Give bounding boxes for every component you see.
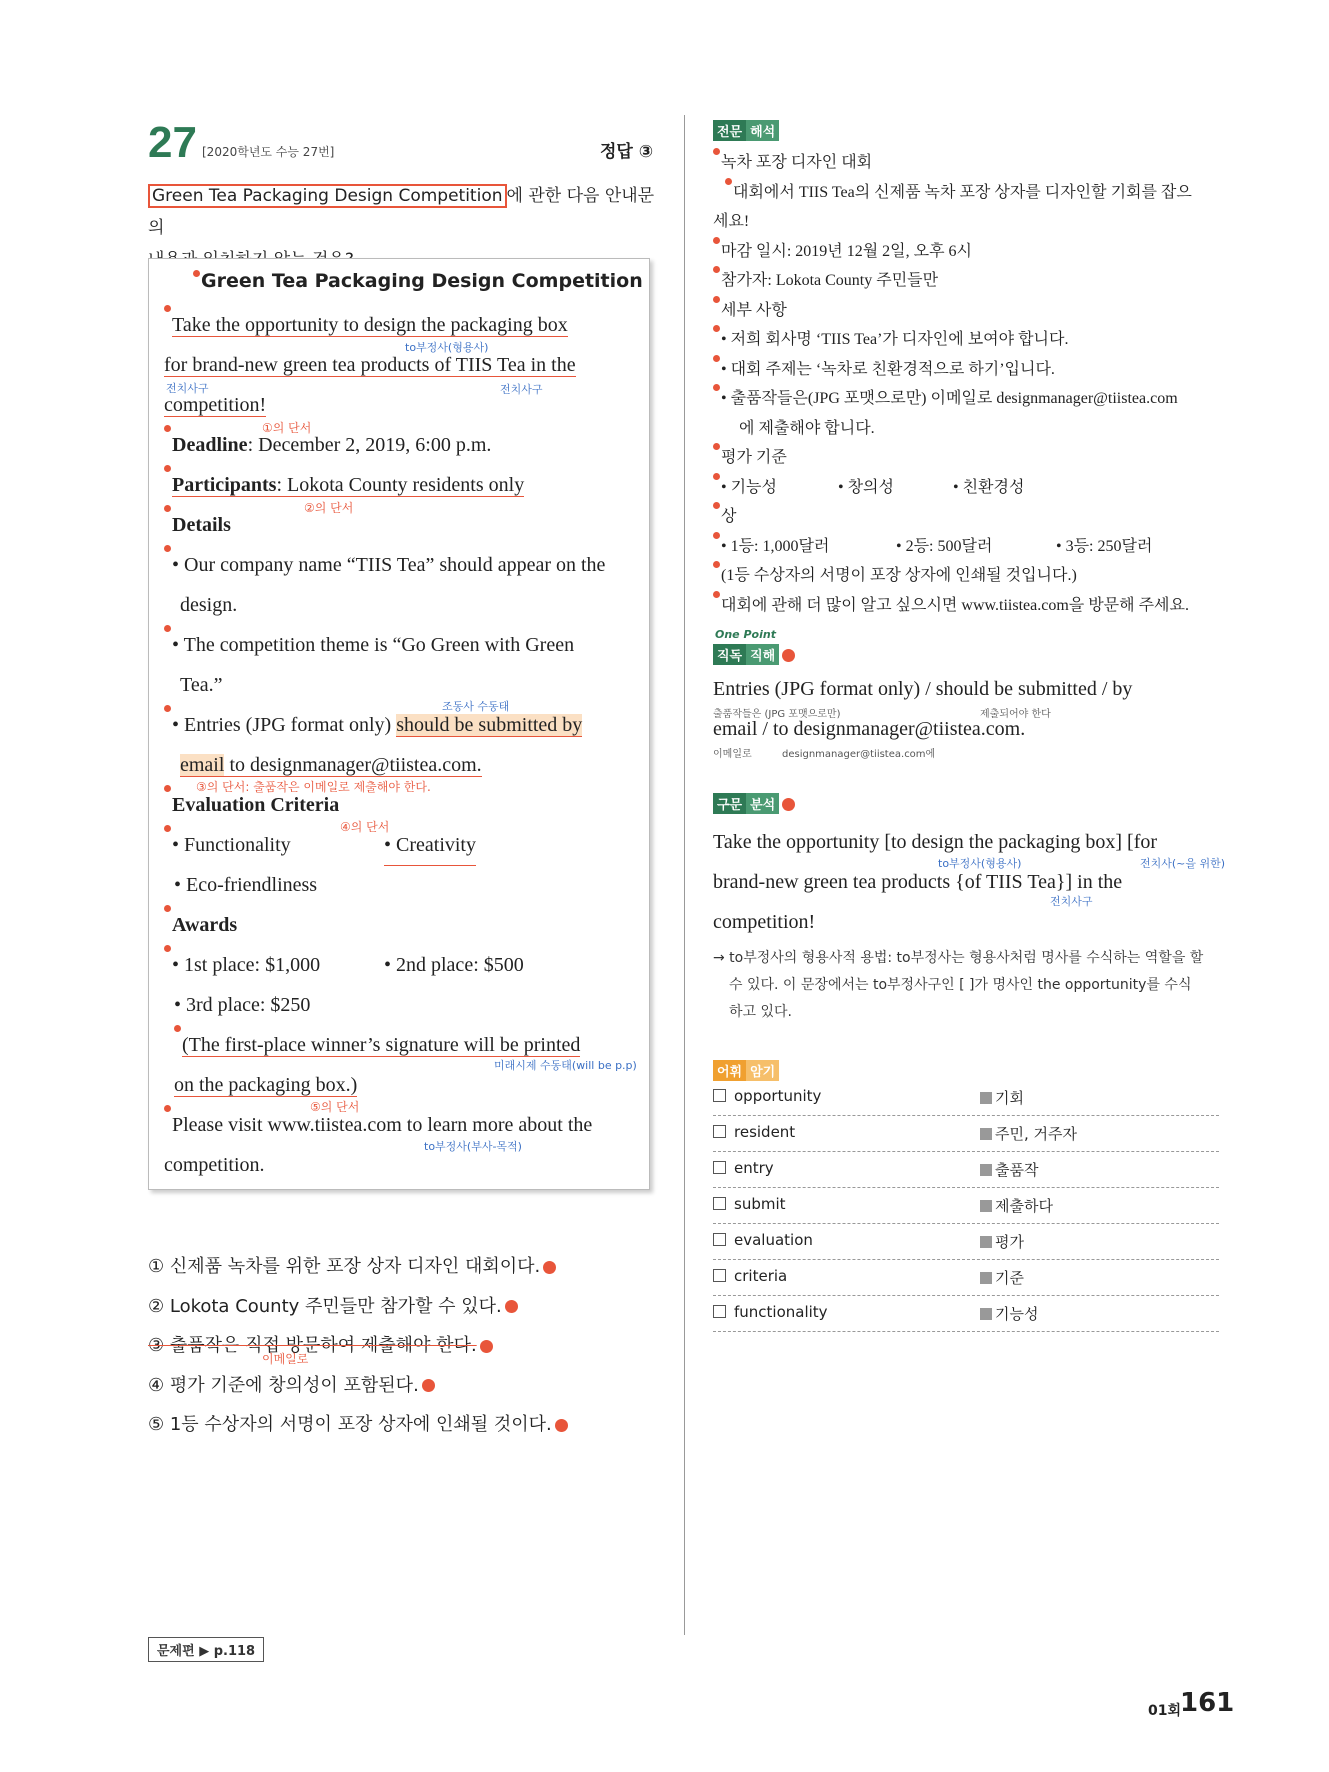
answer-label: 정답 ③	[600, 142, 654, 162]
ann-clue-5: ⑤의 단서	[310, 1100, 360, 1114]
marker-dot	[174, 1025, 181, 1032]
tr-line: 세부 사항	[713, 296, 1223, 326]
choice-3[interactable]: ③ 출품작은 직접 방문하여 제출해야 한다.	[148, 1326, 568, 1366]
vocab-row	[713, 1083, 1219, 1116]
choice-2[interactable]: ② Lokota County 주민들만 참가할 수 있다.	[148, 1287, 568, 1327]
tr-line: (1등 수상자의 서명이 포장 상자에 인쇄될 것입니다.)	[713, 561, 1223, 591]
ann-prep-phrase-1: 전치사구	[166, 382, 209, 395]
ann-aux-passive: 조동사 수동태	[442, 700, 510, 713]
vocab-word: evaluation	[713, 1231, 813, 1249]
noun-badge-icon	[980, 1272, 992, 1284]
vocab-meaning: 제출하다	[980, 1195, 1053, 1216]
vocab-row	[713, 1299, 1219, 1332]
tr-line: 평가 기준	[713, 443, 1223, 473]
one-point-gloss-2: 제출되어야 한다	[980, 709, 1051, 720]
vocab-meaning: 주민, 거주자	[980, 1123, 1077, 1144]
syntax-line1: Take the opportunity [to design the packaging box] [for	[713, 831, 1158, 853]
notice-title: Green Tea Packaging Design Competition	[193, 270, 643, 292]
marker-dot	[543, 1261, 556, 1274]
marker-dot	[713, 384, 720, 391]
marker-dot	[164, 545, 171, 552]
checkbox[interactable]	[713, 1197, 726, 1210]
marker-dot	[713, 355, 720, 362]
vocab-row	[713, 1227, 1219, 1260]
notice-visit-2: competition.	[164, 1154, 265, 1176]
ann-clue-3: ③의 단서: 출품작은 이메일로 제출해야 한다.	[196, 780, 431, 794]
notice-detail-3b: email to designmanager@tiistea.com.	[180, 754, 482, 776]
marker-dot	[713, 148, 720, 155]
notice-note-2: on the packaging box.)	[174, 1074, 358, 1096]
tr-award-row: • 1등: 1,000달러 • 2등: 500달러 • 3등: 250달러	[713, 532, 1223, 562]
marker-dot	[725, 178, 732, 185]
notice-deadline: Deadline: December 2, 2019, 6:00 p.m.	[164, 425, 639, 465]
notice-detail-2b: Tea.”	[180, 674, 223, 696]
vocab-word: entry	[713, 1159, 774, 1177]
tr-line: • 출품작들은(JPG 포맷으로만) 이메일로 designmanager@tiistea.com	[713, 384, 1223, 414]
problem-number: 27	[148, 118, 197, 167]
marker-dot	[555, 1419, 568, 1432]
marker-dot	[713, 296, 720, 303]
marker-dot	[164, 905, 171, 912]
marker-dot	[164, 945, 171, 952]
marker-dot	[713, 532, 720, 539]
syntax-explain-1: → to부정사의 형용사적 용법: to부정사는 형용사처럼 명사를 수식하는 역할을 할	[713, 950, 1204, 966]
noun-badge-icon	[980, 1128, 992, 1140]
noun-badge-icon	[980, 1092, 992, 1104]
marker-dot	[713, 502, 720, 509]
syntax-ann-prep: 전치사(~을 위한)	[1140, 857, 1226, 870]
checkbox[interactable]	[713, 1305, 726, 1318]
vocab-meaning: 기능성	[980, 1303, 1038, 1324]
syntax-body	[713, 822, 1226, 942]
checkbox[interactable]	[713, 1125, 726, 1138]
notice-participants: Participants: Lokota County residents only	[164, 465, 639, 505]
tr-line: 상	[713, 502, 1223, 532]
notice-body	[164, 305, 639, 1185]
problem-source: [2020학년도 수능 27번]	[202, 145, 335, 159]
notice-intro-2: for brand-new green tea products of TIIS Tea in the	[164, 354, 576, 376]
vocab-word: submit	[713, 1195, 786, 1213]
noun-badge-icon	[980, 1236, 992, 1248]
notice-detail-2a: • The competition theme is “Go Green with Green	[164, 625, 639, 665]
vocab-meaning: 기준	[980, 1267, 1024, 1288]
choice-list	[148, 1247, 568, 1445]
vocab-row	[713, 1263, 1219, 1296]
column-divider	[684, 115, 685, 1635]
notice-intro-1: Take the opportunity to design the packaging box	[164, 305, 639, 345]
noun-badge-icon	[980, 1308, 992, 1320]
vocab-word: criteria	[713, 1267, 787, 1285]
translation-tag: 전문 해석	[713, 120, 779, 141]
notice-award-3: • 3rd place: $250	[174, 994, 311, 1016]
marker-dot	[164, 505, 171, 512]
tr-line: 에 제출해야 합니다.	[739, 419, 875, 437]
tr-line: 대회에서 TIIS Tea의 신제품 녹차 포장 상자를 디자인할 기회를 잡으	[713, 178, 1223, 208]
marker-dot	[782, 798, 795, 811]
marker-dot	[713, 473, 720, 480]
marker-dot	[164, 625, 171, 632]
notice-awards: Awards	[164, 905, 639, 945]
vocab-meaning: 평가	[980, 1231, 1024, 1252]
notice-detail-1b: design.	[180, 594, 238, 616]
marker-dot	[164, 825, 171, 832]
question-line1-rest: 에 관한 다음 안내문의	[148, 186, 655, 238]
notice-detail-3a: • Entries (JPG format only) should be submitted by	[164, 705, 639, 745]
tr-line: 녹차 포장 디자인 대회	[713, 148, 1223, 178]
marker-dot	[782, 649, 795, 662]
syntax-explain-3: 하고 있다.	[729, 1004, 792, 1020]
marker-dot	[164, 785, 171, 792]
marker-dot	[713, 266, 720, 273]
choice-1[interactable]: ① 신제품 녹차를 위한 포장 상자 디자인 대회이다.	[148, 1247, 568, 1287]
one-point-line1: Entries (JPG format only) / should be submitted / by	[713, 678, 1133, 700]
marker-dot	[164, 705, 171, 712]
one-point-gloss-3: 이메일로	[713, 749, 752, 760]
vocab-word: opportunity	[713, 1087, 821, 1105]
one-point-tag: 직독 직해	[713, 644, 795, 665]
notice-note-1: (The first-place winner’s signature will be printed	[164, 1025, 639, 1065]
vocab-row	[713, 1191, 1219, 1224]
syntax-tag: 구문 분석	[713, 793, 795, 814]
noun-badge-icon	[980, 1164, 992, 1176]
syntax-ann-prep-phrase: 전치사구	[1050, 895, 1093, 908]
marker-dot	[164, 1105, 171, 1112]
syntax-explain	[713, 945, 1223, 1026]
marker-dot	[505, 1300, 518, 1313]
tr-line: • 대회 주제는 ‘녹차로 친환경적으로 하기’입니다.	[713, 355, 1223, 385]
tr-eval-row: • 기능성 • 창의성 • 친환경성	[713, 473, 1223, 503]
marker-dot	[713, 237, 720, 244]
notice-details: Details	[164, 505, 639, 545]
page-ref-link[interactable]: 문제편 ▶ p.118	[148, 1637, 264, 1662]
ann-clue-1: ①의 단서	[262, 421, 312, 435]
ann-email-note: 이메일로	[262, 1352, 309, 1366]
verb-badge-icon	[980, 1200, 992, 1212]
syntax-line2: brand-new green tea products {of TIIS Tea}] in the	[713, 871, 1123, 893]
ann-to-adj: to부정사(형용사)	[405, 341, 489, 354]
vocab-word: resident	[713, 1123, 795, 1141]
marker-dot	[164, 305, 171, 312]
notice-detail-1a: • Our company name “TIIS Tea” should appear on the	[164, 545, 639, 585]
syntax-explain-2: 수 있다. 이 문장에서는 to부정사구인 [ ]가 명사인 the opportunity를 수식	[729, 977, 1192, 993]
notice-eval-label: Evaluation Criteria	[164, 785, 639, 825]
tr-line: 대회에 관해 더 많이 알고 싶으시면 www.tiistea.com을 방문해 주세요.	[713, 591, 1223, 621]
translation-body	[713, 148, 1223, 620]
ann-to-adv: to부정사(부사-목적)	[424, 1140, 522, 1153]
marker-dot	[422, 1379, 435, 1392]
notice-visit-1: Please visit www.tiistea.com to learn more about the	[164, 1105, 639, 1145]
notice-award-row: • 1st place: $1,000 • 2nd place: $500	[164, 945, 639, 985]
vocab-tag: 어휘 암기	[713, 1060, 779, 1081]
choice-4[interactable]: ④ 평가 기준에 창의성이 포함된다.	[148, 1366, 568, 1406]
notice-intro-3: competition!	[164, 394, 267, 416]
marker-dot	[713, 443, 720, 450]
one-point-line2: email / to designmanager@tiistea.com.	[713, 718, 1026, 740]
one-point-gloss-1: 출품작들은 (JPG 포맷으로만)	[713, 709, 841, 720]
marker-dot	[713, 591, 720, 598]
ann-clue-4: ④의 단서	[340, 820, 390, 834]
ann-future-passive: 미래시제 수동태(will be p.p)	[494, 1059, 637, 1072]
vocab-meaning: 기회	[980, 1087, 1024, 1108]
ann-clue-2: ②의 단서	[304, 501, 354, 515]
checkbox[interactable]	[713, 1233, 726, 1246]
question-title-boxed: Green Tea Packaging Design Competition	[148, 184, 507, 208]
vocab-row	[713, 1119, 1219, 1152]
marker-dot	[713, 561, 720, 568]
tr-line: 세요!	[713, 213, 750, 230]
tr-line: 마감 일시: 2019년 12월 2일, 오후 6시	[713, 237, 1223, 267]
marker-dot	[713, 325, 720, 332]
footer-page-number: 161	[1180, 1688, 1235, 1718]
tr-line: • 저희 회사명 ‘TIIS Tea’가 디자인에 보여야 합니다.	[713, 325, 1223, 355]
one-point-label: One Point	[715, 628, 776, 641]
checkbox[interactable]	[713, 1269, 726, 1282]
marker-dot	[164, 425, 171, 432]
marker-dot	[164, 465, 171, 472]
tr-line: 참가자: Lokota County 주민들만	[713, 266, 1223, 296]
notice-eval-3: • Eco-friendliness	[174, 874, 318, 896]
choice-5[interactable]: ⑤ 1등 수상자의 서명이 포장 상자에 인쇄될 것이다.	[148, 1405, 568, 1445]
vocab-meaning: 출품작	[980, 1159, 1038, 1180]
syntax-line3: competition!	[713, 911, 816, 933]
notice-eval-row: • Functionality • Creativity	[164, 825, 639, 865]
one-point-gloss-4: designmanager@tiistea.com에	[782, 749, 936, 760]
marker-dot	[480, 1340, 493, 1353]
vocab-word: functionality	[713, 1303, 828, 1321]
checkbox[interactable]	[713, 1161, 726, 1174]
checkbox[interactable]	[713, 1089, 726, 1102]
syntax-ann-to-adj: to부정사(형용사)	[938, 857, 1022, 870]
vocab-row	[713, 1155, 1219, 1188]
footer-section: 01회	[1148, 1703, 1182, 1719]
ann-prep-phrase-2: 전치사구	[500, 383, 543, 396]
marker-dot	[193, 270, 200, 277]
